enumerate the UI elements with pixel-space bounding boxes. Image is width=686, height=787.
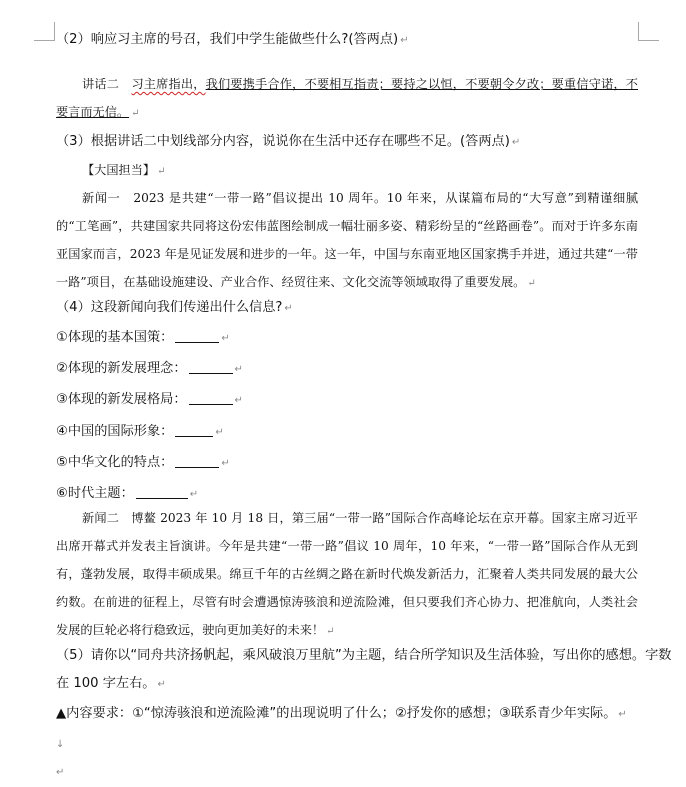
- question-4: （4）这段新闻向我们传递出什么信息? ↵: [56, 300, 293, 315]
- speech-2-paragraph: [56, 70, 638, 128]
- news-1-label: 新闻一: [82, 191, 121, 205]
- answer-item-1: ①体现的基本国策： ↵: [56, 330, 230, 345]
- paragraph-mark-icon: ↵: [527, 278, 536, 289]
- answer-blank[interactable]: [189, 390, 233, 405]
- paragraph-mark-icon: ↵: [56, 767, 65, 778]
- news-2-paragraph: [56, 504, 638, 646]
- speech-2-lead: 习主席指出，: [131, 77, 206, 91]
- paragraph-mark-icon: ↵: [511, 137, 521, 148]
- paragraph-mark-icon: ↵: [400, 35, 409, 46]
- question-2: （2）响应习主席的号召，我们中学生能做些什么?(答两点) ↵: [56, 32, 409, 47]
- paragraph-mark-icon: ↓: [56, 739, 65, 750]
- paragraph-mark-icon: ↵: [221, 333, 230, 344]
- answer-blank[interactable]: [175, 328, 219, 343]
- paragraph-mark-icon: ↵: [131, 108, 140, 119]
- page-corner-top-left: [34, 22, 55, 41]
- page-corner-top-right: [638, 22, 659, 41]
- news-2-label: 新闻二: [82, 511, 120, 525]
- paragraph-mark-icon: ↵: [234, 395, 243, 406]
- content-requirement: ▲内容要求：①“惊涛骇浪和逆流险滩”的出现说明了什么；②抒发你的感想；③联系青少年实际。 ↵: [56, 706, 627, 721]
- answer-item-6: ⑥时代主题： ↵: [56, 486, 199, 501]
- paragraph-mark-icon: ↵: [189, 489, 199, 500]
- answer-item-4: ④中国的国际形象： ↵: [56, 424, 224, 439]
- answer-blank[interactable]: [189, 359, 233, 374]
- news-2-text: 博鳌 2023 年 10 月 18 日，第三届“一带一路”国际合作高峰论坛在京开幕。国家主席习近平出席开幕式并发表主旨演讲。今年是共建“一带一路”倡议 10 周年，10 年来，“一带一路”国际合作从无到有，蓬勃发展，取得丰硕成果。绵亘千年的古丝绸之路在新时代焕发新活力，汇聚着人类共同发展的最大公约数。在前进的征程上，尽管有时会遭遇惊涛骇浪和逆流险滩，但只要我们齐心协力、把准航向，人类社会发展的巨轮必将行稳致远，驶向更加美好的未来！: [56, 511, 638, 637]
- paragraph-mark-icon: ↵: [221, 458, 230, 469]
- question-5-line-2: 在 100 字左右。 ↵: [56, 676, 166, 691]
- news-1-text: 2023 是共建“一带一路”倡议提出 10 周年。10 年来，从谋篇布局的“大写意”到精谨细腻的“工笔画”，共建国家共同将这份宏伟蓝图绘制成一幅壮丽多姿、精彩纷呈的“丝路画卷”。而对于许多东南亚国家而言，2023 年是见证发展和进步的一年。这一年，中国与东南亚地区国家携手并进，通过共建“一带一路”项目，在基础设施建设、产业合作、经贸往来、文化交流等领域取得了重要发展。: [56, 191, 639, 289]
- answer-item-3: ③体现的新发展格局： ↵: [56, 392, 243, 407]
- section-heading: 【大国担当】 ↵: [82, 163, 166, 177]
- paragraph-mark-icon: ↵: [157, 679, 166, 690]
- answer-item-2: ②体现的新发展理念： ↵: [56, 361, 243, 376]
- answer-item-5: ⑤中华文化的特点： ↵: [56, 455, 230, 470]
- news-1-paragraph: [56, 184, 638, 298]
- question-5-line-1: （5）请你以“同舟共济扬帆起，乘风破浪万里航”为主题，结合所学知识及生活体验，写出你的感想。字数: [56, 648, 672, 663]
- empty-paragraph: [56, 730, 64, 758]
- question-3: （3）根据讲话二中划线部分内容，说说你在生活中还存在哪些不足。(答两点) ↵: [56, 134, 521, 149]
- answer-blank[interactable]: [175, 453, 219, 468]
- paragraph-mark-icon: ↵: [618, 709, 627, 720]
- speech-2-underlined-text: 我们要携手合作，不要相互指责；要持之以恒，不要朝令夕改；要重信守诺，不要言而无信。: [56, 77, 638, 119]
- paragraph-mark-icon: ↵: [215, 427, 224, 438]
- answer-blank[interactable]: [136, 484, 188, 499]
- answer-blank[interactable]: [175, 422, 213, 437]
- paragraph-mark-icon: ↵: [157, 166, 166, 177]
- speech-2-label: 讲话二: [82, 77, 120, 91]
- paragraph-mark-icon: ↵: [326, 626, 335, 637]
- paragraph-mark-icon: ↵: [284, 303, 293, 314]
- paragraph-mark-icon: ↵: [234, 364, 243, 375]
